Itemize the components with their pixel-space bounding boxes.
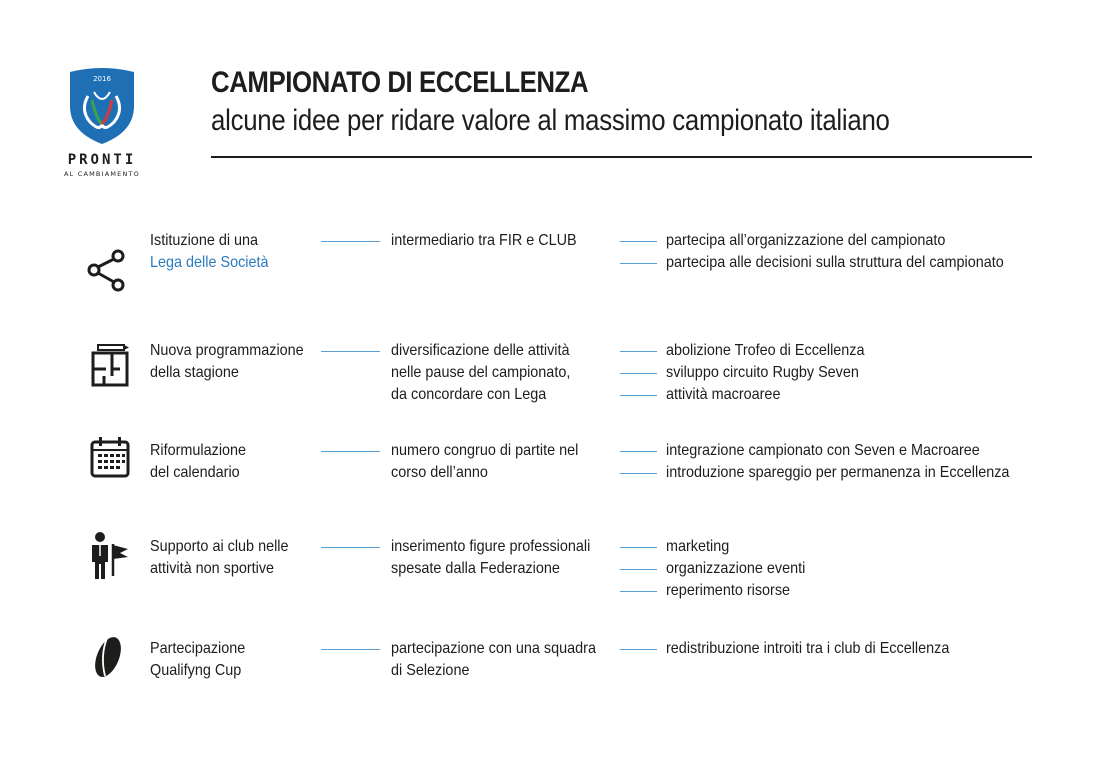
connector-line — [620, 263, 657, 264]
svg-text:2016: 2016 — [93, 75, 111, 83]
logo-tagline: AL CAMBIAMENTO — [63, 170, 140, 178]
rugby-ball-icon — [90, 634, 126, 680]
row-middle: inserimento figure professionali spesate dalla Federazione — [391, 538, 591, 577]
logo-wordmark: PRONTI — [67, 152, 137, 168]
row-outcomes: integrazione campionato con Seven e Macroaree introduzione spareggio per permanenza in Eccellenza — [666, 442, 1010, 481]
row-outcomes: abolizione Trofeo di Eccellenza sviluppo circuito Rugby Seven attività macroaree — [666, 342, 865, 403]
connector-line — [321, 241, 380, 242]
row-middle: partecipazione con una squadra di Selezione — [391, 640, 596, 679]
connector-line — [620, 451, 657, 452]
connector-line — [321, 351, 380, 352]
row-title: Supporto ai club nelle attività non sportive — [150, 538, 289, 577]
row-title: Nuova programmazione della stagione — [150, 342, 304, 381]
row-middle: numero congruo di partite nel corso dell’anno — [391, 442, 579, 481]
row-title: Partecipazione Qualifyng Cup — [150, 640, 246, 679]
row-outcomes: redistribuzione introiti tra i club di Eccellenza — [666, 640, 950, 657]
connector-line — [620, 547, 657, 548]
row-middle: intermediario tra FIR e CLUB — [391, 232, 577, 249]
connector-line — [620, 241, 657, 242]
row-title: Riformulazione del calendario — [150, 442, 247, 481]
connector-line — [620, 351, 657, 352]
connector-line — [321, 547, 380, 548]
share-icon — [84, 248, 128, 292]
shield-logo-icon — [66, 66, 138, 146]
connector-line — [620, 649, 657, 650]
page-subtitle: alcune idee per ridare valore al massimo campionato italiano — [211, 104, 890, 137]
row-middle: diversificazione delle attività nelle pause del campionato, da concordare con Lega — [391, 342, 571, 403]
connector-line — [620, 473, 657, 474]
businessman-flag-icon — [88, 532, 134, 580]
row-title: Istituzione di una Lega delle Società — [150, 230, 268, 274]
lega-link-text: Lega delle Società — [150, 254, 269, 271]
connector-line — [321, 649, 380, 650]
connector-line — [620, 373, 657, 374]
floor-plan-icon — [90, 342, 130, 388]
connector-line — [620, 591, 657, 592]
connector-line — [321, 451, 380, 452]
row-outcomes: marketing organizzazione eventi reperimento risorse — [666, 538, 806, 599]
row-outcomes: partecipa all’organizzazione del campionato partecipa alle decisioni sulla struttura del campionato — [666, 232, 1004, 271]
header-divider — [211, 156, 1032, 158]
connector-line — [620, 395, 657, 396]
page-title: CAMPIONATO DI ECCELLENZA — [211, 66, 589, 99]
calendar-icon — [90, 436, 130, 478]
logo — [60, 66, 144, 178]
connector-line — [620, 569, 657, 570]
